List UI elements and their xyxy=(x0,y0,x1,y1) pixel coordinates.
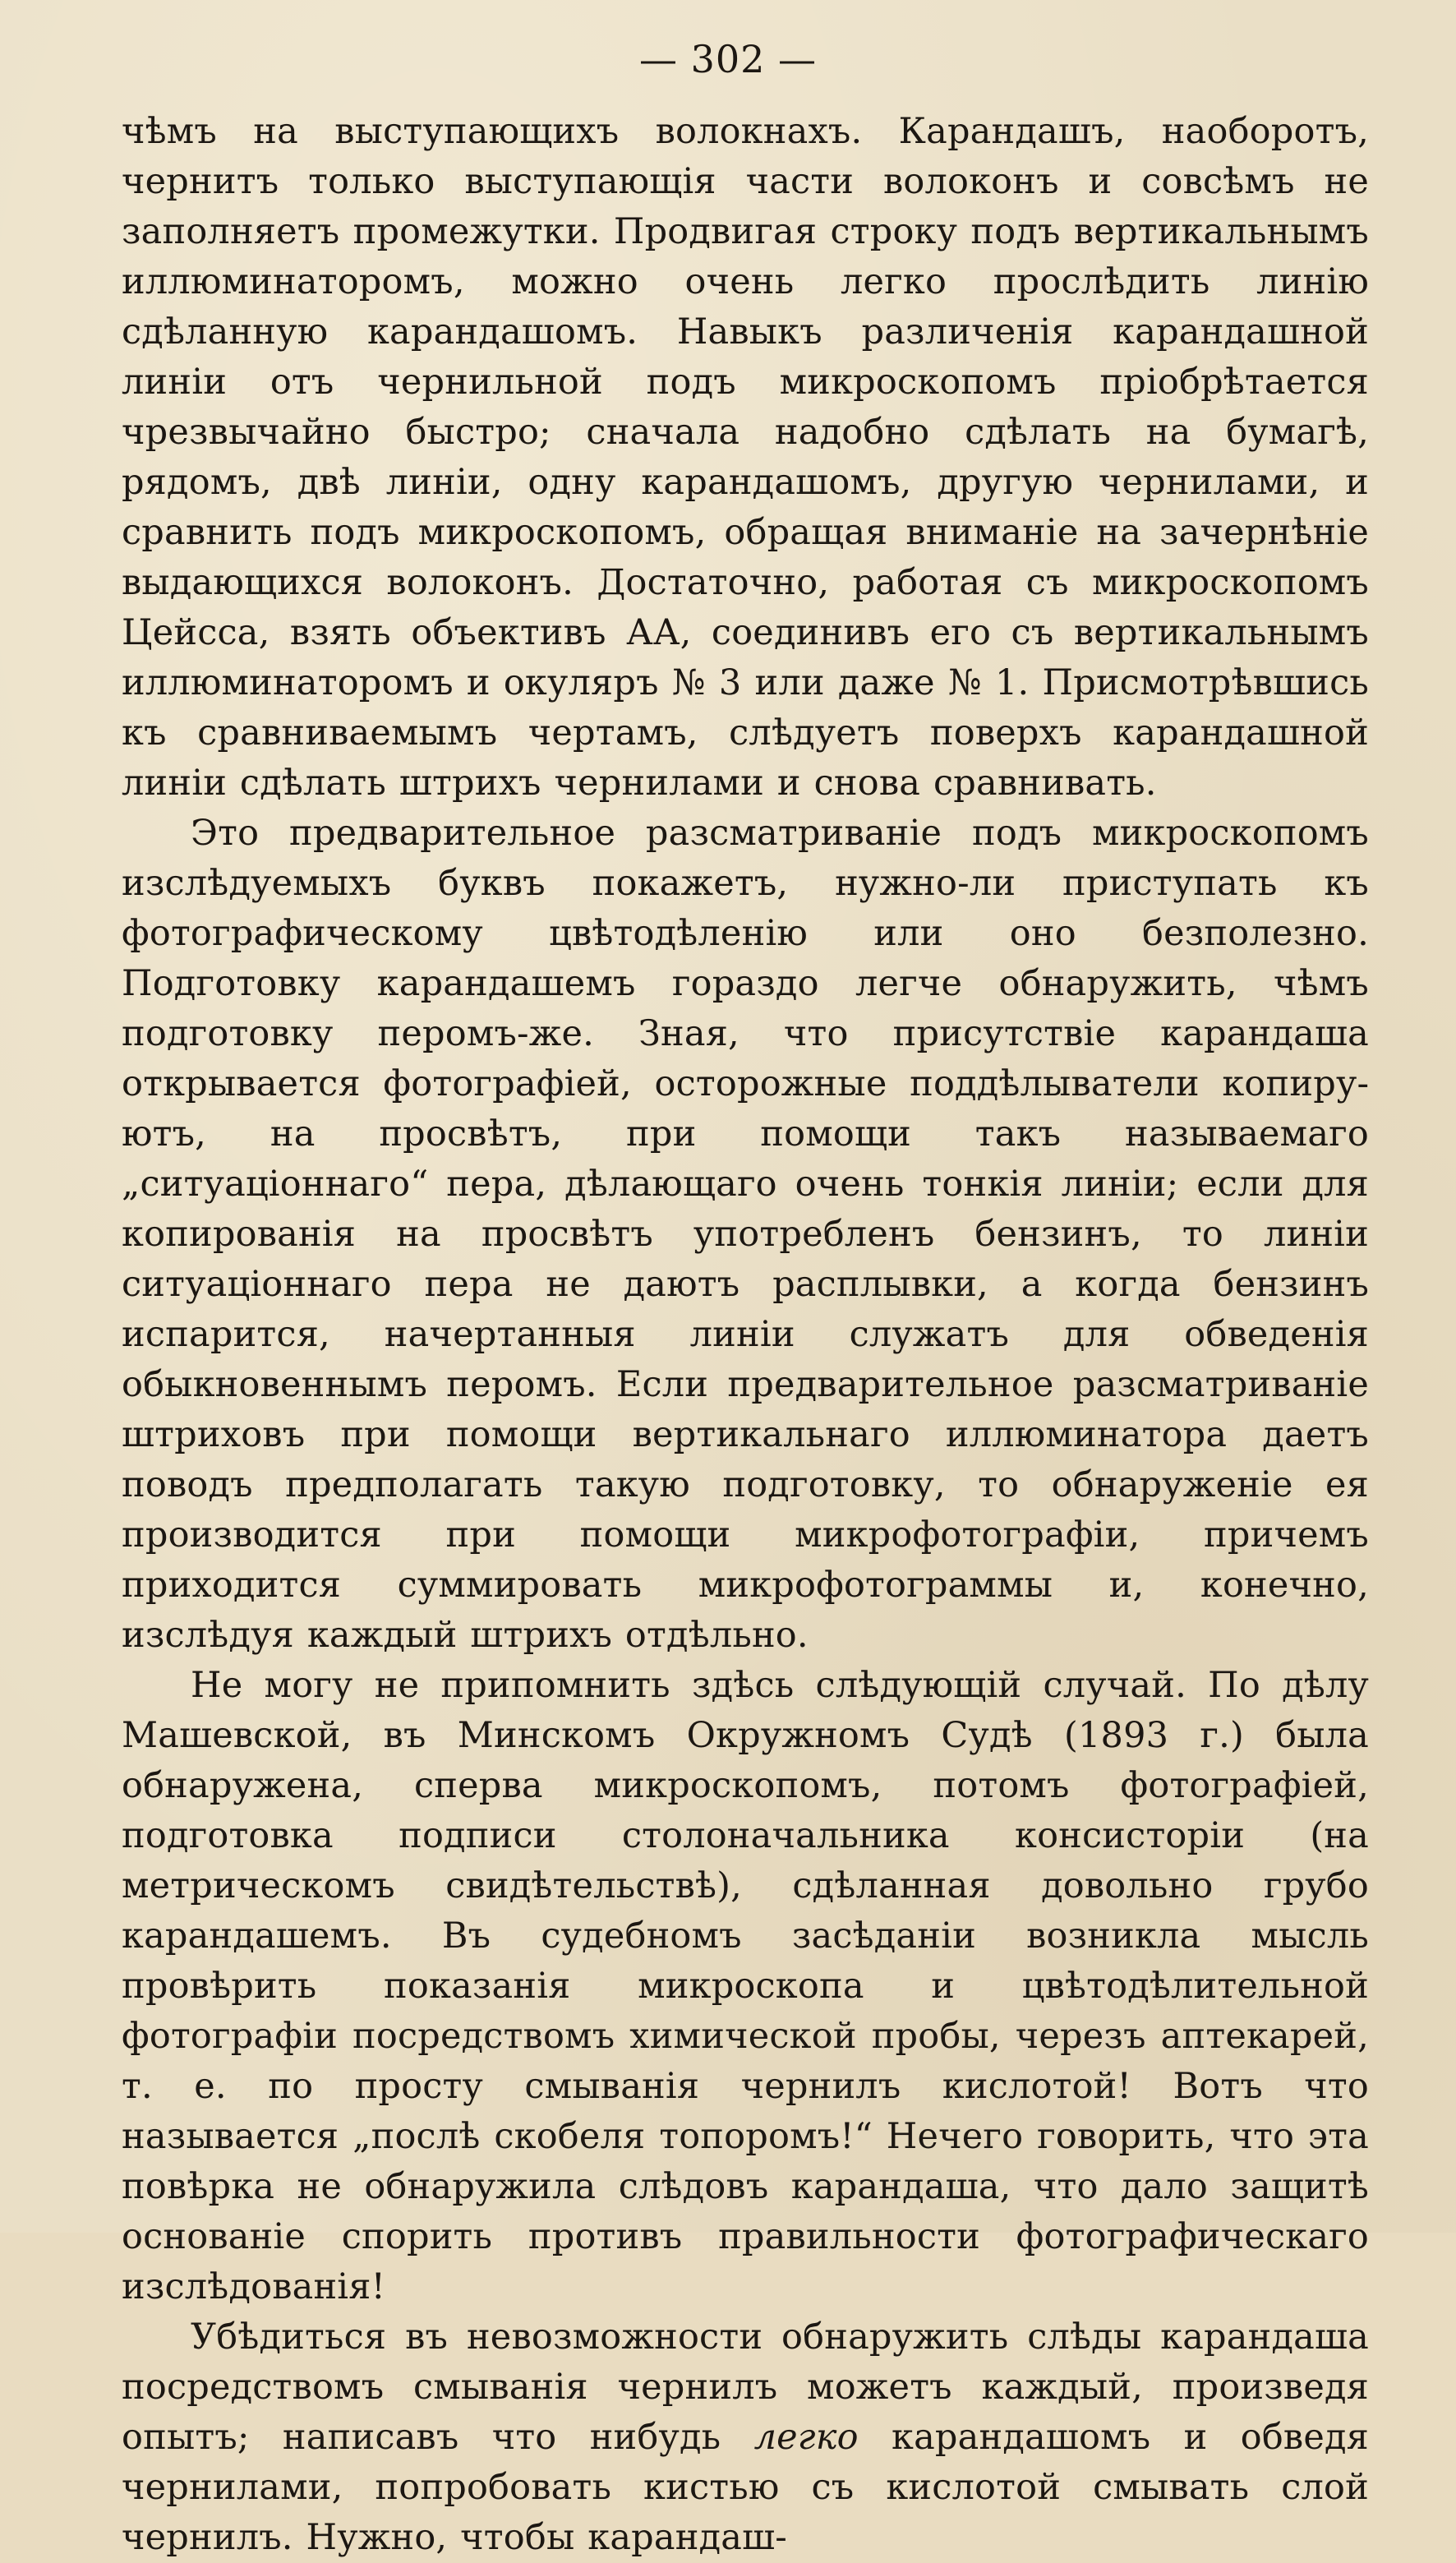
paragraph-1: чѣмъ на выступающихъ волокнахъ. Карандашъ, наоборотъ, чернитъ только выступающія части волоконъ и совсѣмъ не заполняетъ промежутки. Продвигая строку подъ вертикальнымъ иллюминаторомъ, можно очень легко прослѣдить линію сдѣланную карандашомъ. Навыкъ различенія карандашной линіи отъ чернильной подъ микроскопомъ пріобрѣтается чрезвычайно быстро; сначала надобно сдѣлать на бумагѣ, рядомъ, двѣ линіи, одну карандашомъ, другую чернилами, и сравнить подъ микроскопомъ, обращая вниманіе на зачернѣніе выдающихся волоконъ. Достаточно, работая съ микроскопомъ Цейсса, взять объективъ АА, соединивъ его съ вертикальнымъ иллюминаторомъ и окуляръ № 3 или даже № 1. Присмотрѣвшись къ сравниваемымъ чертамъ, слѣдуетъ поверхъ карандашной линіи сдѣлать штрихъ чернилами и снова сравнивать. xyxy=(122,111,1369,804)
paragraph-3: Не могу не припомнить здѣсь слѣдующій случай. По дѣлу Машевской, въ Минскомъ Окружномъ Судѣ (1893 г.) была обнаружена, сперва микроскопомъ, потомъ фотографіей, подготовка подписи столоначальника консисторіи (на метрическомъ свидѣтельствѣ), сдѣланная довольно грубо карандашемъ. Въ судебномъ засѣданіи возникла мысль провѣрить показанія микроскопа и цвѣтодѣлительной фотографіи посредствомъ химической пробы, черезъ аптекарей, т. е. по просту смыванія чернилъ кислотой! Вотъ что называется „послѣ скобеля топоромъ!“ Нечего говорить, что эта повѣрка не обнаружила слѣдовъ карандаша, что дало защитѣ основаніе спорить противъ правильности фотографическаго изслѣдованія! xyxy=(122,1665,1369,2307)
paragraph-4-end: карандашомъ и обведя чернилами, попробовать кистью съ кислотой смывать слой чернилъ. Нужно, чтобы карандаш- xyxy=(122,2417,1369,2558)
page-number: — 302 — xyxy=(638,37,818,81)
body-text xyxy=(122,107,1369,2563)
paragraph-4-start: Убѣдиться въ невозможности обнаружить слѣды карандаша посредствомъ смыванія чернилъ можетъ каждый, произведя опытъ; написавъ что нибудь xyxy=(122,2316,1369,2458)
paragraph-4 xyxy=(122,2312,1369,2563)
paragraph-2: Это предварительное разсматриваніе подъ микроскопомъ изслѣдуемыхъ буквъ покажетъ, нужно-ли приступать къ фотографическому цвѣтодѣленію или оно безполезно. Подготовку карандашемъ гораздо легче обнаружить, чѣмъ подготовку перомъ-же. Зная, что присутствіе карандаша открывается фотографіей, осторожные поддѣлыватели копируютъ, на просвѣтъ, при помощи такъ называемаго „ситуаціоннаго“ пера, дѣлающаго очень тонкія линіи; если для копированія на просвѣтъ употребленъ бензинъ, то линіи ситуаціоннаго пера не даютъ расплывки, а когда бензинъ испарится, начертанныя линіи служатъ для обведенія обыкновеннымъ перомъ. Если предварительное разсматриваніе штриховъ при помощи вертикальнаго иллюминатора даетъ поводъ предполагать такую подготовку, то обнаруженіе ея производится при помощи микрофотографіи, причемъ приходится суммировать микрофотограммы и, конечно, изслѣдуя каждый штрихъ отдѣльно. xyxy=(122,813,1369,1656)
italic-word: легко xyxy=(753,2417,859,2458)
